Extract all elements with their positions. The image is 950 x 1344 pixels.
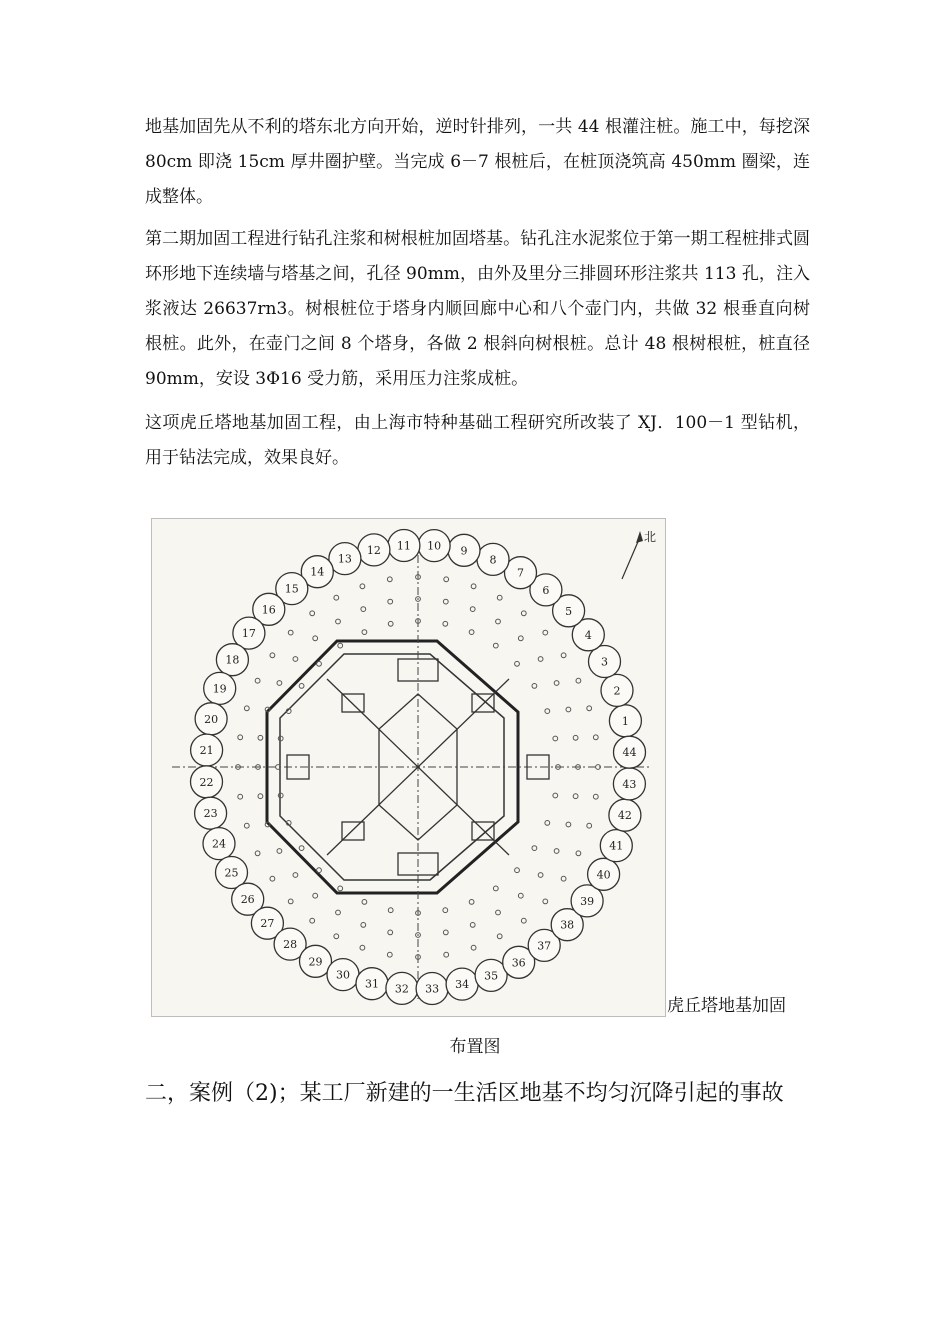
- grout-hole: [443, 930, 448, 935]
- grout-hole: [388, 908, 393, 913]
- grout-hole: [255, 851, 260, 856]
- grout-hole: [299, 846, 304, 851]
- grout-hole: [388, 930, 393, 935]
- pile-number: 29: [308, 955, 323, 969]
- pile-circle: [191, 734, 223, 766]
- grout-hole: [336, 619, 341, 624]
- pile-number: 38: [560, 918, 575, 932]
- grout-hole: [497, 595, 502, 600]
- grout-hole: [338, 643, 343, 648]
- pile-number: 15: [284, 582, 299, 596]
- pile-circle: [416, 973, 448, 1005]
- grout-hole: [387, 577, 392, 582]
- pile-number: 12: [366, 543, 381, 557]
- pile-circle: [358, 534, 390, 566]
- grout-hole: [336, 910, 341, 915]
- grout-hole: [493, 643, 498, 648]
- grout-hole: [576, 851, 581, 856]
- pile-number: 44: [622, 746, 637, 760]
- grout-hole: [288, 630, 293, 635]
- grout-hole: [496, 910, 501, 915]
- pile-circle: [195, 797, 227, 829]
- grout-hole: [334, 595, 339, 600]
- pile-number: 6: [542, 583, 550, 597]
- grout-hole: [313, 893, 318, 898]
- pile-circle: [601, 674, 633, 706]
- grout-hole: [532, 684, 537, 689]
- paragraph-first-phase: 地基加固先从不利的塔东北方向开始，逆时针排列，一共 44 根灌注桩。施工中，每挖深 80cm 即浇 15cm 厚井圈护壁。当完成 6－7 根桩后，在桩顶浇筑高 450mm 圈梁，连成整体。: [145, 117, 810, 207]
- grout-hole: [299, 684, 304, 689]
- pile-number: 23: [203, 807, 218, 821]
- grout-hole: [258, 735, 263, 740]
- grout-hole: [388, 621, 393, 626]
- grout-hole: [496, 619, 501, 624]
- pile-circle: [418, 530, 450, 562]
- grout-hole: [443, 908, 448, 913]
- grout-hole: [593, 794, 598, 799]
- north-arrow: [622, 530, 656, 579]
- grout-hole: [561, 876, 566, 881]
- pile-circle: [614, 736, 646, 768]
- paragraph-drilling-rig: 这项虎丘塔地基加固工程，由上海市特种基础工程研究所改装了 XJ．100－1 型钻机，用于钻法完成，效果良好。: [145, 413, 810, 468]
- grout-hole: [317, 868, 322, 873]
- section-heading-case-2: 二，案例（2)；某工厂新建的一生活区地基不均匀沉降引起的事故: [145, 1081, 784, 1106]
- paragraph-second-phase: 第二期加固工程进行钻孔注浆和树根桩加固塔基。钻孔注水泥浆位于第一期工程桩排式圆环形地下连续墙与塔基之间，孔径 90mm，由外及里分三排圆环形注浆共 113 孔，注入浆液达 26637rn3。树根桩位于塔身内顺回廊中心和八个壶门内，共做 32 根垂直向树根桩。此外，在壶门之间 8 个塔身，各做 2 根斜向树根桩。总计 48 根树根桩，桩直径 90mm，安设 3Φ16 受力筋，采用压力注浆成桩。: [145, 229, 810, 389]
- grout-hole: [587, 706, 592, 711]
- pile-number: 34: [455, 978, 470, 992]
- grout-hole: [388, 599, 393, 604]
- pile-circle: [195, 703, 227, 735]
- grout-hole: [360, 584, 365, 589]
- pile-number: 8: [489, 553, 497, 567]
- pile-number: 24: [212, 837, 226, 851]
- pile-number: 19: [212, 682, 227, 696]
- pile-number: 42: [617, 809, 632, 823]
- grout-hole: [338, 886, 343, 891]
- grout-hole: [443, 621, 448, 626]
- grout-hole: [553, 793, 558, 798]
- pile-circle: [203, 828, 235, 860]
- grout-hole: [277, 681, 282, 686]
- figure-caption-part1: 虎丘塔地基加固: [667, 996, 786, 1016]
- grout-hole: [334, 934, 339, 939]
- grout-hole: [244, 706, 249, 711]
- grout-hole: [493, 886, 498, 891]
- pile-number: 16: [261, 603, 276, 617]
- pile-number: 32: [394, 982, 409, 996]
- foundation-plan-drawing: [152, 519, 666, 1017]
- grout-hole: [566, 822, 571, 827]
- pile-number: 33: [425, 982, 440, 996]
- grout-hole: [258, 794, 263, 799]
- pile-number: 40: [596, 868, 611, 882]
- grout-hole: [361, 923, 366, 928]
- pile-number: 18: [225, 653, 240, 667]
- grout-hole: [543, 899, 548, 904]
- grout-hole: [543, 630, 548, 635]
- figure-caption-part2: 布置图: [449, 1037, 501, 1057]
- grout-hole: [362, 630, 367, 635]
- grout-hole: [270, 876, 275, 881]
- pile-circle: [327, 959, 359, 991]
- pile-number: 36: [511, 956, 526, 970]
- pile-circle: [477, 543, 509, 575]
- pile-number: 13: [337, 552, 352, 566]
- grout-hole: [566, 707, 571, 712]
- grout-hole: [313, 636, 318, 641]
- pile-circle: [386, 972, 418, 1004]
- grout-hole: [532, 846, 537, 851]
- grout-hole: [244, 823, 249, 828]
- grout-hole: [310, 611, 315, 616]
- pile-number: 3: [601, 655, 608, 669]
- grout-hole: [444, 577, 449, 582]
- pile-number: 7: [517, 566, 524, 580]
- grout-hole: [538, 873, 543, 878]
- svg-text:北: 北: [644, 530, 657, 544]
- pile-number: 14: [310, 565, 325, 579]
- pile-number: 4: [584, 628, 592, 642]
- grout-hole: [554, 849, 559, 854]
- grout-hole: [521, 918, 526, 923]
- grout-hole: [293, 657, 298, 662]
- pile-number: 43: [622, 777, 637, 791]
- pile-number: 25: [224, 866, 239, 880]
- pile-circle: [446, 968, 478, 1000]
- pile-number: 26: [240, 893, 255, 907]
- grout-hole: [576, 678, 581, 683]
- grout-hole: [553, 736, 558, 741]
- pile-number: 39: [580, 894, 595, 908]
- grout-hole: [362, 900, 367, 905]
- grout-hole: [573, 794, 578, 799]
- pile-circle: [216, 644, 248, 676]
- foundation-layout-figure: [151, 518, 666, 1017]
- pile-number: 9: [460, 544, 468, 558]
- grout-hole: [387, 952, 392, 957]
- pile-number: 21: [199, 744, 214, 758]
- pile-number: 17: [241, 627, 256, 641]
- grout-hole: [554, 681, 559, 686]
- pile-circle: [448, 534, 480, 566]
- grout-hole: [471, 584, 476, 589]
- grout-hole: [238, 794, 243, 799]
- pile-number: 20: [204, 712, 219, 726]
- grout-hole: [518, 893, 523, 898]
- pile-number: 2: [613, 684, 621, 698]
- grout-hole: [470, 607, 475, 612]
- pile-number: 31: [365, 977, 379, 991]
- pile-number: 1: [621, 714, 629, 728]
- grout-hole: [288, 899, 293, 904]
- grout-hole: [515, 868, 520, 873]
- pile-circle: [388, 530, 420, 562]
- pile-number: 37: [537, 939, 552, 953]
- pile-number: 28: [283, 938, 298, 952]
- pile-number: 35: [484, 969, 499, 983]
- pile-circle: [613, 768, 645, 800]
- grout-hole: [545, 821, 550, 826]
- grout-hole: [444, 952, 449, 957]
- grout-hole: [360, 945, 365, 950]
- grout-hole: [361, 607, 366, 612]
- grout-hole: [443, 599, 448, 604]
- grout-hole: [469, 630, 474, 635]
- pile-number: 22: [199, 775, 214, 789]
- grout-hole: [317, 661, 322, 666]
- pile-circle: [609, 705, 641, 737]
- pile-number: 27: [260, 917, 275, 931]
- grout-hole: [270, 653, 275, 658]
- pile-number: 30: [336, 968, 350, 982]
- grout-hole: [573, 735, 578, 740]
- grout-hole: [471, 945, 476, 950]
- grout-hole: [593, 735, 598, 740]
- grout-hole: [238, 735, 243, 740]
- grout-hole: [545, 709, 550, 714]
- pile-circle: [204, 672, 236, 704]
- grout-hole: [293, 873, 298, 878]
- grout-hole: [470, 923, 475, 928]
- grout-hole: [515, 661, 520, 666]
- pile-circle: [600, 830, 632, 862]
- pile-circle: [609, 799, 641, 831]
- pile-number: 10: [427, 539, 442, 553]
- pile-circle: [588, 858, 620, 890]
- pile-number: 11: [396, 539, 411, 553]
- pile-number: 41: [609, 839, 624, 853]
- grout-hole: [587, 823, 592, 828]
- grout-hole: [277, 849, 282, 854]
- grout-hole: [561, 653, 566, 658]
- grout-hole: [310, 918, 315, 923]
- grout-hole: [497, 934, 502, 939]
- pile-circle: [191, 766, 223, 798]
- grout-hole: [538, 657, 543, 662]
- grout-hole: [518, 636, 523, 641]
- grout-hole: [469, 900, 474, 905]
- grout-hole: [255, 678, 260, 683]
- pile-circle: [356, 968, 388, 1000]
- pile-number: 5: [565, 604, 573, 618]
- grout-hole: [521, 611, 526, 616]
